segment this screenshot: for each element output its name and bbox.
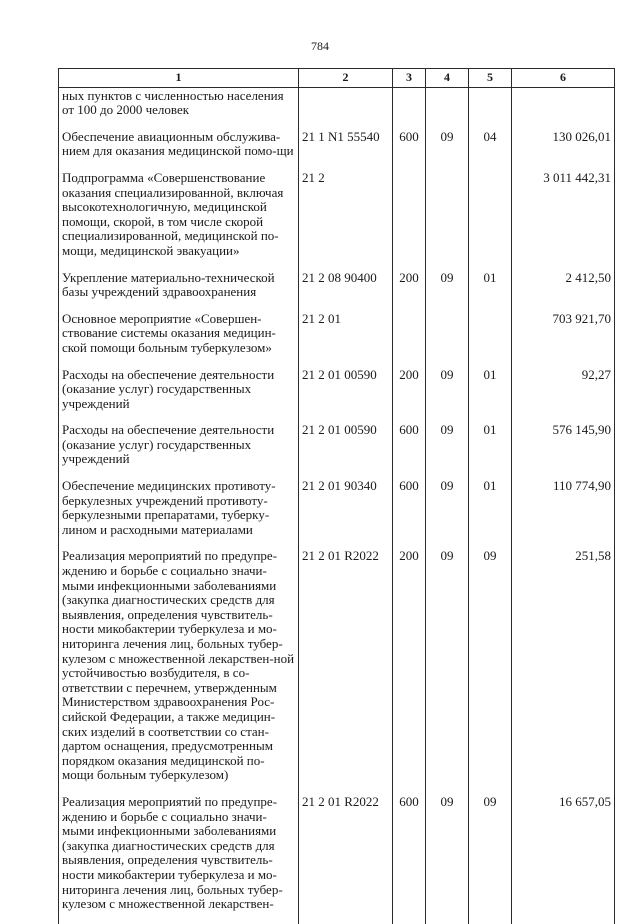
row-name: Обеспечение медицинских противоту-беркулезных учреждений противоту-беркулезными препаратами, туберку-лином и расходными материалами [59, 479, 299, 549]
table-row [59, 171, 615, 271]
row-subsection [469, 312, 512, 368]
row-expense-type [393, 87, 426, 130]
row-code: 21 2 01 90340 [299, 479, 393, 549]
row-amount: 2 412,50 [512, 271, 615, 312]
header-col-3: 3 [393, 69, 426, 88]
row-section [426, 87, 469, 130]
budget-table [58, 68, 615, 924]
row-expense-type [393, 171, 426, 271]
row-code: 21 2 [299, 171, 393, 271]
table-row [59, 271, 615, 312]
row-section: 09 [426, 368, 469, 424]
row-section: 09 [426, 271, 469, 312]
row-expense-type: 600 [393, 423, 426, 479]
row-code [299, 87, 393, 130]
row-section [426, 171, 469, 271]
row-name: Обеспечение авиационным обслужива-нием для оказания медицинской помо-щи [59, 130, 299, 171]
table-row [59, 479, 615, 549]
row-name: ных пунктов с численностью населения от 100 до 2000 человек [59, 87, 299, 130]
row-subsection: 01 [469, 368, 512, 424]
row-code: 21 2 01 R2022 [299, 795, 393, 924]
row-subsection [469, 171, 512, 271]
row-name: Расходы на обеспечение деятельности (оказание услуг) государственных учреждений [59, 423, 299, 479]
table-row [59, 795, 615, 924]
row-amount: 703 921,70 [512, 312, 615, 368]
row-code: 21 2 01 00590 [299, 368, 393, 424]
row-amount: 251,58 [512, 549, 615, 795]
row-code: 21 1 N1 55540 [299, 130, 393, 171]
row-expense-type: 200 [393, 368, 426, 424]
header-col-1: 1 [59, 69, 299, 88]
table-row [59, 87, 615, 130]
table-row [59, 368, 615, 424]
table-row [59, 312, 615, 368]
row-name: Реализация мероприятий по предупре-ждению и борьбе с социально значи-мыми инфекционными заболеваниями (закупка диагностических средств для выявления, определения чувствитель-ности микобактерии туберкулеза и мо-ниторинга лечения лиц, больных тубер-кулезом с множественной лекарствен-ной устойчивостью возбудителя, в со-ответствии с перечнем, утвержденным Министерством здравоохранения Рос-сийской Федерации, а также медицин-ских изделий в соответствии со стан-дартом оснащения, предусмотренным порядком оказания медицинской по-мощи больным туберкулезом) [59, 549, 299, 795]
row-code: 21 2 01 R2022 [299, 549, 393, 795]
header-col-2: 2 [299, 69, 393, 88]
row-section [426, 312, 469, 368]
row-subsection: 01 [469, 423, 512, 479]
row-amount: 92,27 [512, 368, 615, 424]
row-name: Реализация мероприятий по предупре-ждению и борьбе с социально значи-мыми инфекционными заболеваниями (закупка диагностических средств для выявления, определения чувствитель-ности микобактерии туберкулеза и мо-ниторинга лечения лиц, больных тубер-кулезом с множественной лекарствен- [59, 795, 299, 924]
row-amount: 576 145,90 [512, 423, 615, 479]
row-subsection: 09 [469, 795, 512, 924]
row-section: 09 [426, 549, 469, 795]
row-name: Укрепление материально-технической базы учреждений здравоохранения [59, 271, 299, 312]
header-col-5: 5 [469, 69, 512, 88]
row-subsection [469, 87, 512, 130]
row-section: 09 [426, 795, 469, 924]
row-subsection: 01 [469, 479, 512, 549]
row-amount: 130 026,01 [512, 130, 615, 171]
row-name: Основное мероприятие «Совершен-ствование системы оказания медицин-ской помощи больным туберкулезом» [59, 312, 299, 368]
header-col-6: 6 [512, 69, 615, 88]
page-number: 784 [311, 39, 329, 53]
table-header-row [59, 69, 615, 88]
table-row [59, 549, 615, 795]
row-section: 09 [426, 479, 469, 549]
row-subsection: 04 [469, 130, 512, 171]
row-amount: 3 011 442,31 [512, 171, 615, 271]
row-expense-type: 600 [393, 479, 426, 549]
table-row [59, 423, 615, 479]
row-name: Подпрограмма «Совершенствование оказания специализированной, включая высокотехнологичную, медицинской помощи, скорой, в том числе скорой специализированной, медицинской по-мощи, медицинской эвакуации» [59, 171, 299, 271]
row-expense-type [393, 312, 426, 368]
row-section: 09 [426, 130, 469, 171]
row-code: 21 2 01 00590 [299, 423, 393, 479]
row-amount [512, 87, 615, 130]
row-subsection: 01 [469, 271, 512, 312]
row-name: Расходы на обеспечение деятельности (оказание услуг) государственных учреждений [59, 368, 299, 424]
table-row [59, 130, 615, 171]
header-col-4: 4 [426, 69, 469, 88]
row-expense-type: 600 [393, 130, 426, 171]
row-expense-type: 600 [393, 795, 426, 924]
row-subsection: 09 [469, 549, 512, 795]
row-code: 21 2 08 90400 [299, 271, 393, 312]
row-code: 21 2 01 [299, 312, 393, 368]
row-amount: 110 774,90 [512, 479, 615, 549]
row-amount: 16 657,05 [512, 795, 615, 924]
row-expense-type: 200 [393, 271, 426, 312]
row-section: 09 [426, 423, 469, 479]
row-expense-type: 200 [393, 549, 426, 795]
